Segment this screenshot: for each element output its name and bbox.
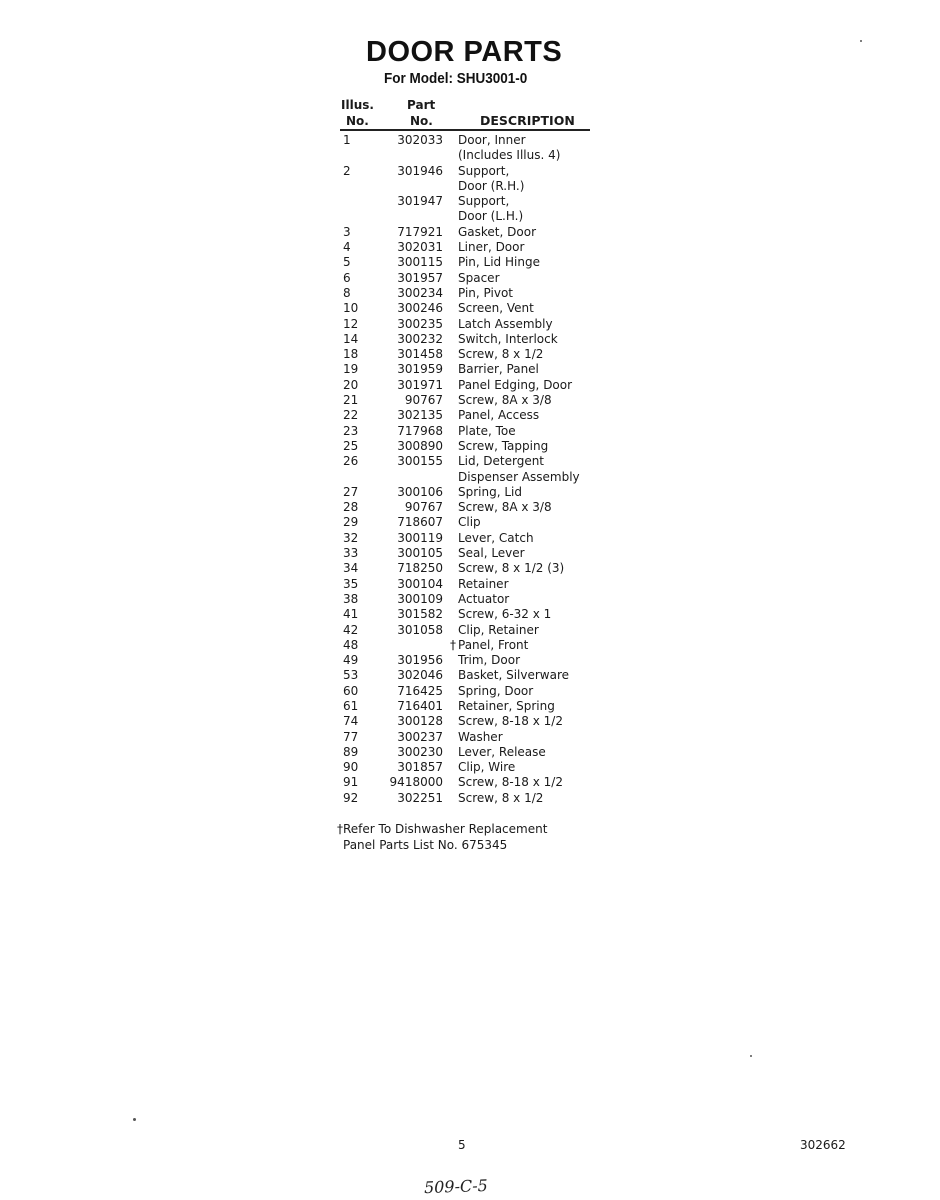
part-number: 300104 (397, 576, 443, 591)
part-description: Lid, Detergent (458, 454, 545, 469)
illus-number: 12 (343, 316, 359, 331)
table-row (0, 240, 940, 255)
table-row (0, 424, 940, 439)
part-description: Lever, Release (458, 744, 546, 759)
scan-speck (860, 40, 862, 42)
scan-speck (750, 1055, 752, 1057)
illus-number: 20 (343, 377, 359, 392)
table-row (0, 439, 940, 454)
table-row (0, 546, 940, 561)
table-row (0, 668, 940, 683)
table-row (0, 164, 940, 179)
part-description: Screw, 8-18 x 1/2 (458, 775, 563, 790)
part-description: Screw, 8 x 1/2 (458, 790, 544, 805)
table-row (0, 209, 940, 224)
table-row (0, 301, 940, 316)
part-number: 9418000 (389, 775, 443, 790)
part-number: 301946 (397, 163, 443, 178)
parts-table (0, 133, 940, 806)
illus-number: 18 (343, 347, 359, 362)
part-description: Pin, Lid Hinge (458, 255, 540, 270)
table-row (0, 347, 940, 362)
table-row (0, 148, 940, 163)
illus-number: 77 (343, 729, 359, 744)
part-number: 90767 (404, 393, 443, 408)
table-row (0, 561, 940, 576)
table-row (0, 362, 940, 377)
part-number: 718250 (397, 561, 443, 576)
table-row (0, 592, 940, 607)
illus-number: 5 (343, 255, 351, 270)
part-description: Screw, Tapping (458, 438, 549, 453)
part-number: 300106 (397, 484, 443, 499)
illus-number: 1 (343, 133, 351, 147)
part-description: Screen, Vent (458, 301, 534, 316)
part-number: 301959 (397, 362, 443, 377)
part-number: 302046 (397, 668, 443, 683)
table-row (0, 775, 940, 790)
illus-number: 21 (343, 393, 359, 408)
header-part-line1: Part (407, 98, 436, 112)
illus-number: 49 (343, 653, 359, 668)
part-description: Switch, Interlock (458, 331, 558, 346)
part-number: 301458 (397, 347, 443, 362)
table-row (0, 255, 940, 270)
part-number: 301582 (397, 607, 443, 622)
part-number: 716425 (397, 683, 443, 698)
illus-number: 60 (343, 683, 359, 698)
table-row (0, 623, 940, 638)
illus-number: 34 (343, 561, 359, 576)
illus-number: 89 (343, 744, 359, 759)
part-description: Panel, Access (458, 408, 540, 423)
part-number: 300128 (397, 714, 443, 729)
illus-number: 22 (343, 408, 359, 423)
header-illus-line2: No. (346, 114, 369, 128)
table-row (0, 225, 940, 240)
illus-number: 42 (343, 622, 359, 637)
part-number: 300235 (397, 316, 443, 331)
part-description: Door (L.H.) (458, 209, 524, 224)
part-description: Clip, Retainer (458, 622, 539, 637)
part-number: 302031 (397, 240, 443, 255)
page-number: 5 (458, 1138, 466, 1152)
table-row (0, 378, 940, 393)
part-number: 300109 (397, 591, 443, 606)
part-description: Door (R.H.) (458, 178, 525, 193)
table-row (0, 577, 940, 592)
part-description: Retainer, Spring (458, 698, 555, 713)
illus-number: 41 (343, 607, 359, 622)
table-row (0, 317, 940, 332)
table-row (0, 500, 940, 515)
illus-number: 35 (343, 576, 359, 591)
table-row (0, 332, 940, 347)
table-row (0, 194, 940, 209)
header-description: DESCRIPTION (480, 113, 575, 128)
handwritten-note: 509-C-5 (423, 1175, 489, 1198)
part-number: † (450, 637, 456, 652)
part-description: Lever, Catch (458, 530, 534, 545)
table-row (0, 638, 940, 653)
part-number: 302033 (397, 133, 443, 147)
illus-number: 3 (343, 224, 351, 239)
illus-number: 4 (343, 240, 351, 255)
part-description: Gasket, Door (458, 224, 536, 239)
part-number: 717968 (397, 423, 443, 438)
part-description: Seal, Lever (458, 546, 525, 561)
part-description: Panel Edging, Door (458, 377, 573, 392)
illus-number: 28 (343, 500, 359, 515)
part-description: Washer (458, 729, 503, 744)
illus-number: 27 (343, 484, 359, 499)
illus-number: 10 (343, 301, 359, 316)
part-number: 302251 (397, 790, 443, 805)
part-number: 300890 (397, 438, 443, 453)
scan-speck (133, 1118, 136, 1121)
part-number: 300119 (397, 530, 443, 545)
part-number: 300115 (397, 255, 443, 270)
table-row (0, 485, 940, 500)
part-description: Pin, Pivot (458, 285, 513, 300)
part-number: 300237 (397, 729, 443, 744)
part-description: Dispenser Assembly (458, 469, 580, 484)
illus-number: 48 (343, 637, 359, 652)
part-number: 717921 (397, 224, 443, 239)
part-number: 300105 (397, 546, 443, 561)
part-description: Plate, Toe (458, 423, 516, 438)
table-row (0, 286, 940, 301)
illus-number: 90 (343, 760, 359, 775)
part-description: Basket, Silverware (458, 668, 569, 683)
part-description: Barrier, Panel (458, 362, 539, 377)
part-description: Support, (458, 163, 510, 178)
table-row (0, 653, 940, 668)
part-description: Liner, Door (458, 240, 525, 255)
illus-number: 25 (343, 438, 359, 453)
part-number: 302135 (397, 408, 443, 423)
illus-number: 38 (343, 591, 359, 606)
model-subtitle: For Model: SHU3001-0 (384, 70, 528, 87)
table-row (0, 470, 940, 485)
table-row (0, 179, 940, 194)
part-description: Spacer (458, 270, 500, 285)
illus-number: 92 (343, 790, 359, 805)
part-description: Clip (458, 515, 481, 530)
footnote (337, 822, 547, 853)
table-row (0, 745, 940, 760)
footnote-line2: Panel Parts List No. 675345 (343, 837, 508, 852)
part-description: Screw, 8 x 1/2 (3) (458, 561, 565, 576)
part-number: 300246 (397, 301, 443, 316)
document-number: 302662 (800, 1138, 846, 1152)
table-row (0, 515, 940, 530)
illus-number: 61 (343, 698, 359, 713)
page-title: DOOR PARTS (366, 36, 563, 68)
table-row (0, 684, 940, 699)
part-number: 301947 (397, 194, 443, 209)
table-row (0, 454, 940, 469)
part-description: Trim, Door (458, 653, 521, 668)
part-description: Actuator (458, 591, 510, 606)
part-number: 300234 (397, 285, 443, 300)
part-description: Latch Assembly (458, 316, 553, 331)
illus-number: 29 (343, 515, 359, 530)
table-row (0, 271, 940, 286)
part-description: Screw, 8A x 3/8 (458, 500, 552, 515)
header-divider (340, 129, 590, 131)
illus-number: 23 (343, 423, 359, 438)
part-description: Screw, 6-32 x 1 (458, 607, 552, 622)
part-number: 300232 (397, 331, 443, 346)
table-row (0, 760, 940, 775)
table-row (0, 607, 940, 622)
part-number: 301857 (397, 760, 443, 775)
part-description: Panel, Front (458, 637, 529, 652)
part-description: Retainer (458, 576, 509, 591)
table-row (0, 531, 940, 546)
part-description: Support, (458, 194, 510, 209)
part-description: Door, Inner (458, 133, 526, 147)
part-number: 301971 (397, 377, 443, 392)
part-number: 300155 (397, 454, 443, 469)
part-description: Spring, Door (458, 683, 534, 698)
table-row (0, 408, 940, 423)
part-number: 300230 (397, 744, 443, 759)
part-number: 716401 (397, 698, 443, 713)
table-row (0, 393, 940, 408)
table-row (0, 133, 940, 148)
table-row (0, 714, 940, 729)
footnote-line1: †Refer To Dishwasher Replacement (337, 822, 548, 836)
part-description: Clip, Wire (458, 760, 516, 775)
part-description: Screw, 8 x 1/2 (458, 347, 544, 362)
part-description: Spring, Lid (458, 484, 522, 499)
part-number: 718607 (397, 515, 443, 530)
illus-number: 26 (343, 454, 359, 469)
table-row (0, 791, 940, 806)
illus-number: 91 (343, 775, 359, 790)
illus-number: 6 (343, 270, 351, 285)
illus-number: 2 (343, 163, 351, 178)
part-description: Screw, 8A x 3/8 (458, 393, 552, 408)
part-number: 301956 (397, 653, 443, 668)
part-description: Screw, 8-18 x 1/2 (458, 714, 563, 729)
illus-number: 19 (343, 362, 359, 377)
illus-number: 33 (343, 546, 359, 561)
part-number: 301058 (397, 622, 443, 637)
part-number: 301957 (397, 270, 443, 285)
illus-number: 74 (343, 714, 359, 729)
table-row (0, 699, 940, 714)
header-part-line2: No. (410, 114, 433, 128)
part-description: (Includes Illus. 4) (458, 148, 561, 163)
header-illus-line1: Illus. (341, 98, 374, 112)
illus-number: 14 (343, 331, 359, 346)
illus-number: 53 (343, 668, 359, 683)
illus-number: 8 (343, 285, 351, 300)
illus-number: 32 (343, 530, 359, 545)
part-number: 90767 (404, 500, 443, 515)
table-row (0, 730, 940, 745)
